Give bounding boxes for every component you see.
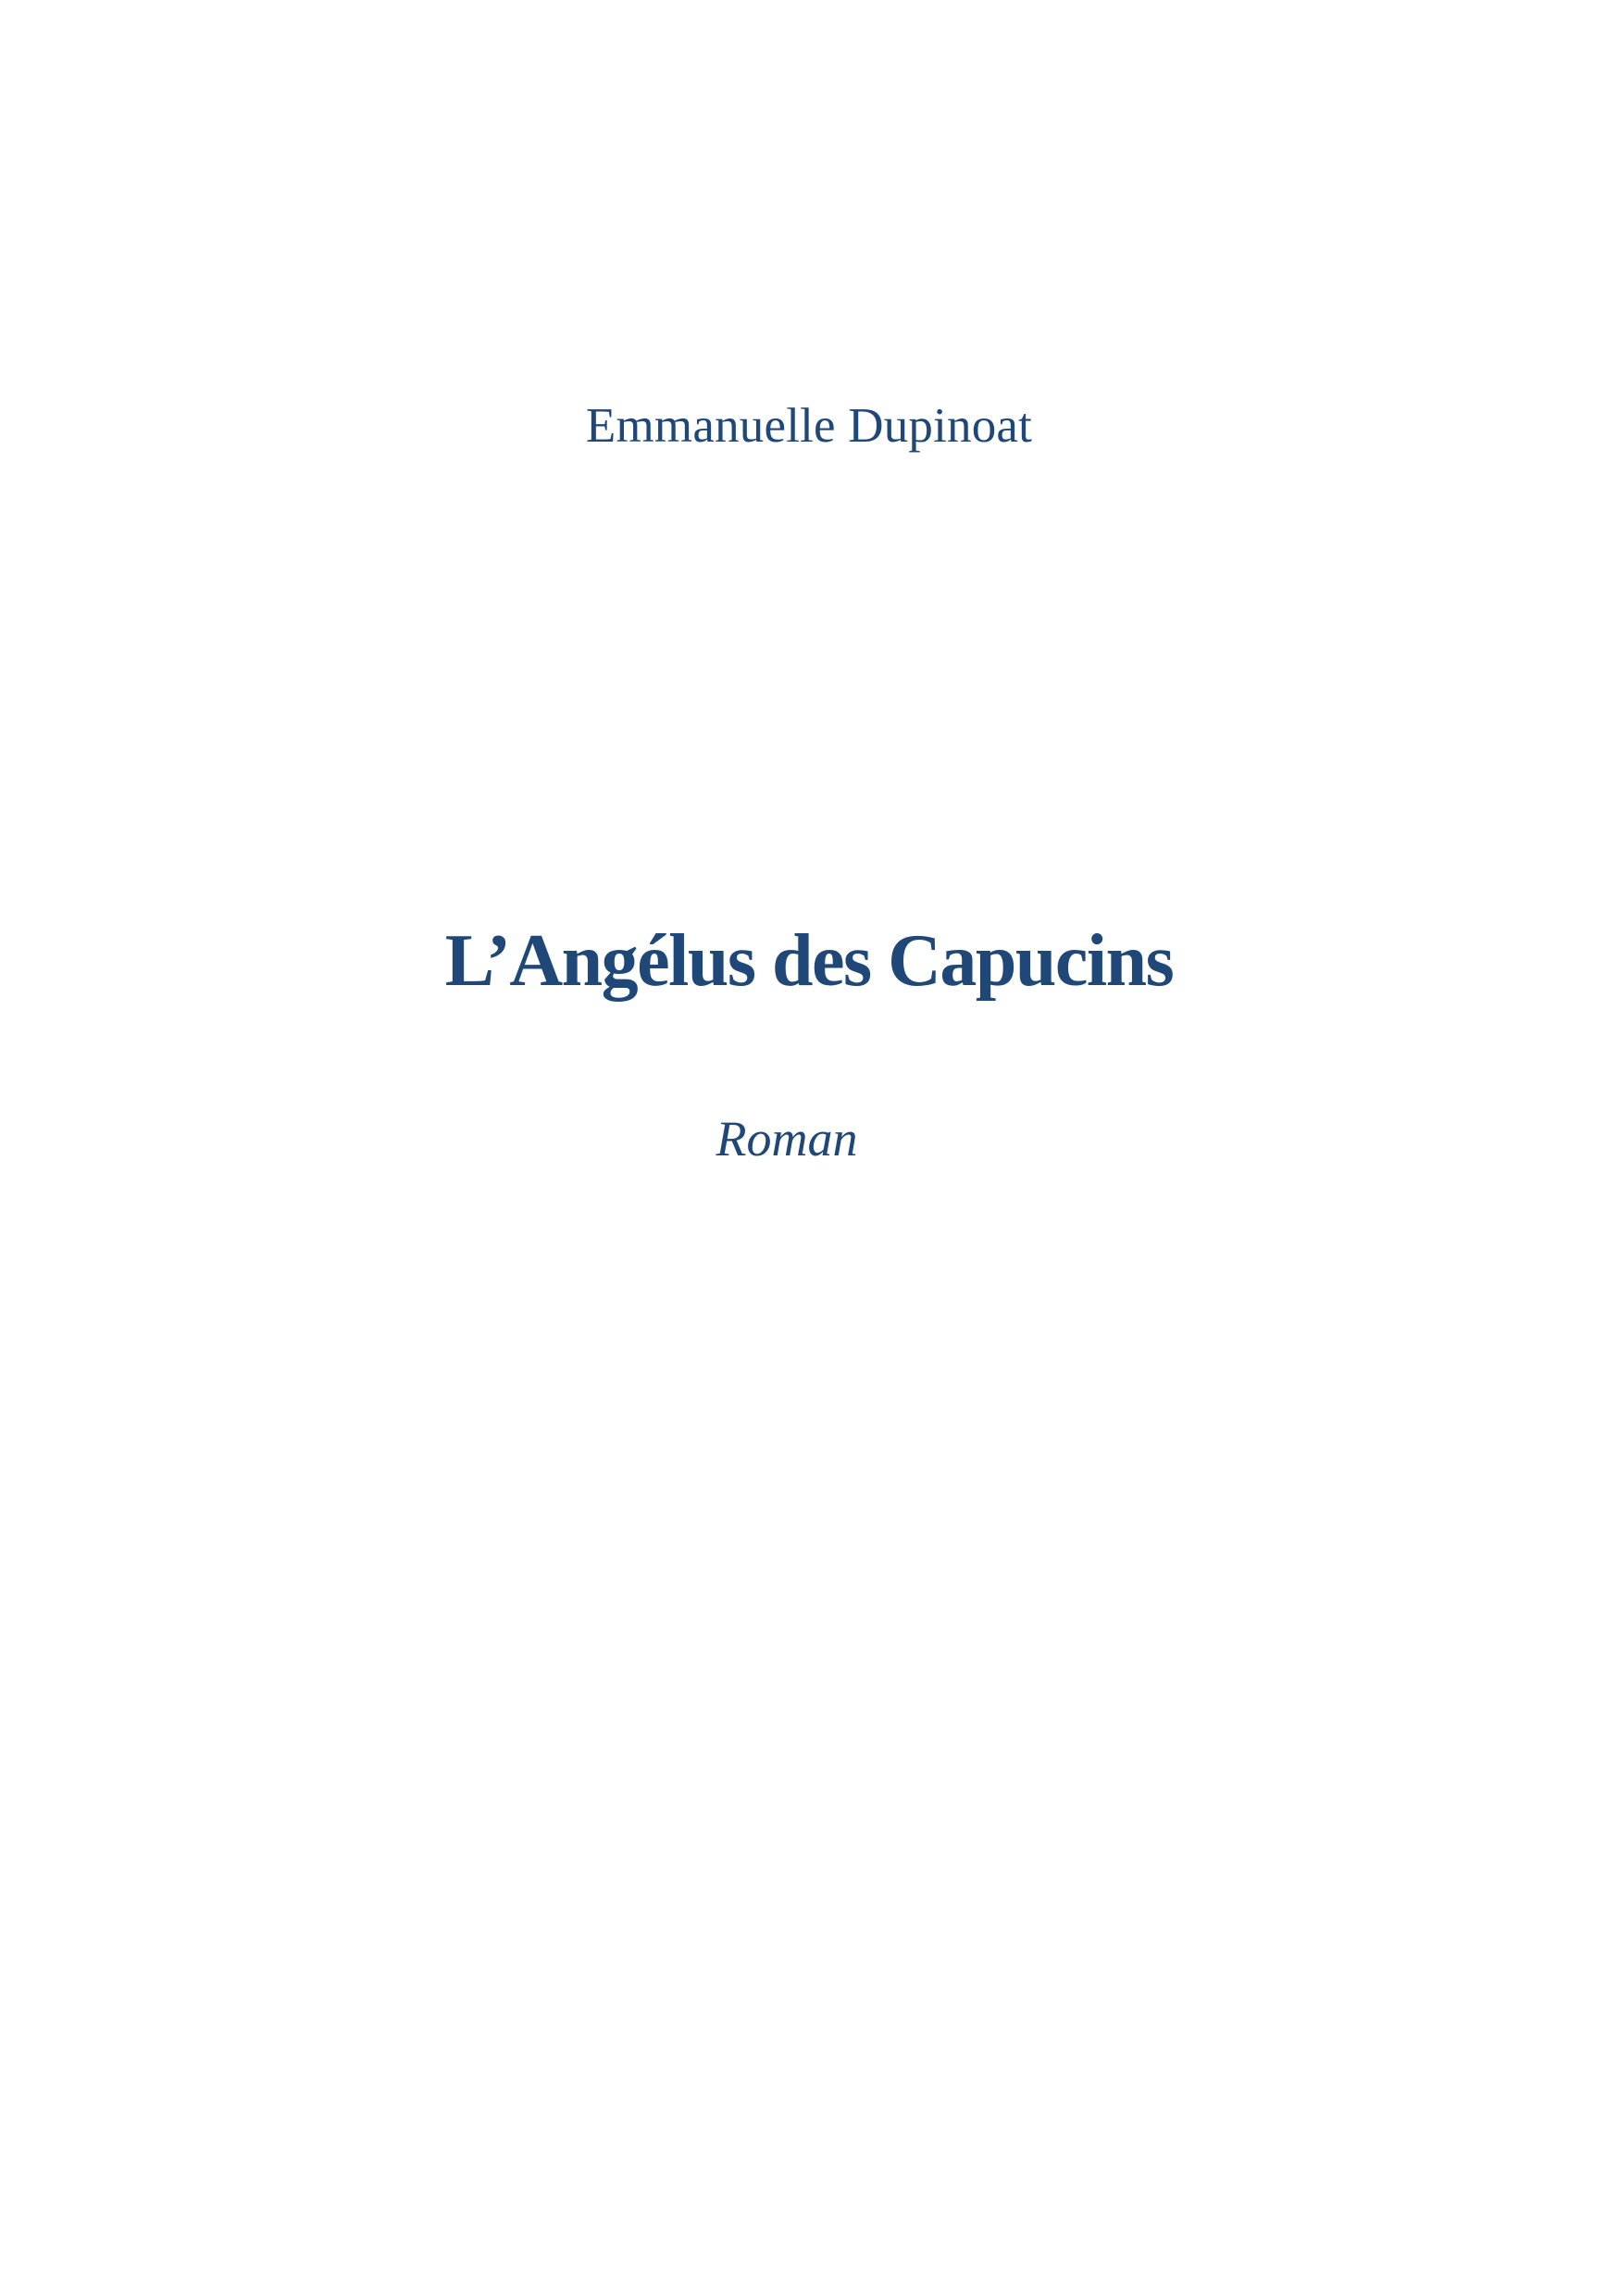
author-name: Emmanuelle Dupinoat bbox=[585, 399, 1033, 453]
genre-label: Roman bbox=[716, 1111, 858, 1167]
book-title: L’Angélus des Capucins bbox=[444, 920, 1174, 1002]
